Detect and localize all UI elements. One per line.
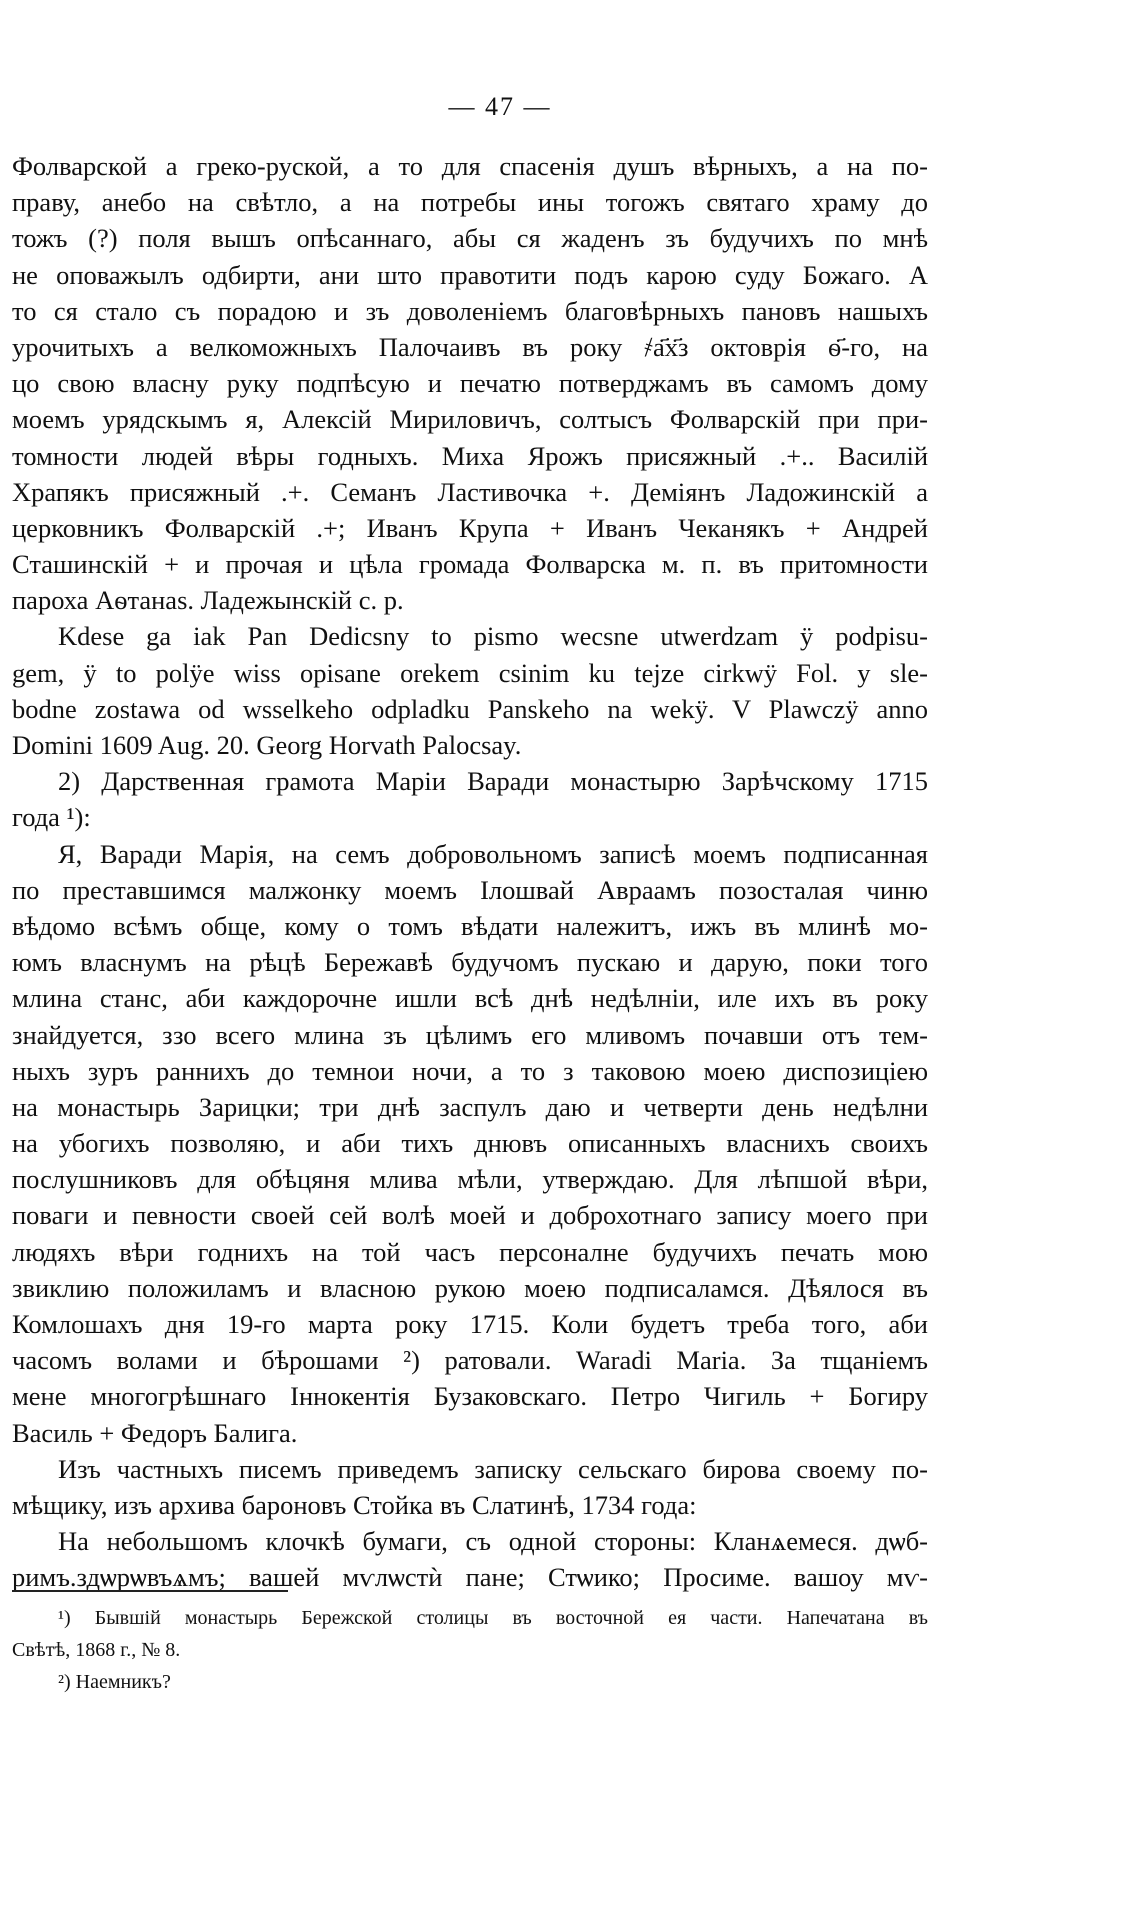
text-line: Изъ частныхъ писемъ приведемъ записку сельскаго бирова своему по- xyxy=(58,1453,928,1484)
text-line: Василь + Федоръ Балига. xyxy=(12,1417,298,1448)
text-line: ныхъ зуръ раннихъ до темнои ночи, а то з таковою моею диспозиціею xyxy=(12,1055,928,1086)
text-line: по преставшимся малжонку моемъ Ілошвай Авраамъ позосталая чиню xyxy=(12,874,928,905)
text-line: поваги и певности своей сей волѣ моей и доброхотнаго запису моего при xyxy=(12,1200,928,1231)
paragraph-charter-end xyxy=(12,148,928,618)
text-line: Сташинскій + и прочая и цѣла громада Фолварска м. п. въ притомности xyxy=(12,549,928,580)
text-line: 2) Дарственная грамота Маріи Варади монастырю Зарѣчскому 1715 xyxy=(58,766,928,797)
footnote-1: ¹) Бывшій монастырь Бережской столицы въ восточной ея части. Напечатана въ xyxy=(58,1607,928,1629)
text-line: Я, Варади Марія, на семъ добровольномъ записѣ моемъ подписанная xyxy=(58,838,928,869)
paragraph-varadi-charter xyxy=(12,836,928,1451)
text-line: томности людей вѣры годныхъ. Миха Ярожъ присяжный .+.. Василій xyxy=(12,440,928,471)
paragraph-section-heading xyxy=(12,763,928,835)
text-line: gem, ÿ to polÿe wiss opisane orekem csinim ku tejze cirkwÿ Fol. y sle- xyxy=(12,657,928,688)
text-line: римъ.здѡрѡвъѧмъ; вашей мѵлѡстѝ пане; Стѡико; Просиме. вашоу мѵ- xyxy=(12,1562,928,1593)
text-line: праву, анебо на свѣтло, а на потребы ины тогожъ святаго храму до xyxy=(12,187,928,218)
text-line: Kdese ga iak Pan Dedicsny to pismo wecsne utwerdzam ÿ podpisu- xyxy=(58,621,928,652)
text-line: не оповажылъ одбирти, ани што правотити подъ карою суду Божаго. А xyxy=(12,259,928,290)
paragraph-letter-intro xyxy=(12,1451,928,1523)
text-line: мѣщику, изъ архива бароновъ Стойка въ Слатинѣ, 1734 года: xyxy=(12,1489,697,1520)
text-line: года ¹): xyxy=(12,802,91,833)
paragraph-latin-confirmation xyxy=(12,618,928,763)
text-line: Храпякъ присяжный .+. Семанъ Ластивочка +. Деміянъ Ладожинскій а xyxy=(12,476,928,507)
text-line: часомъ волами и бѣрошами ²) ратовали. Waradi Maria. За тщаніемъ xyxy=(12,1345,928,1376)
text-line: мене многогрѣшнаго Іннокентія Бузаковскаго. Петро Чигиль + Богиру xyxy=(12,1381,928,1412)
footnote-1-continued: Свѣтѣ, 1868 г., № 8. xyxy=(12,1639,181,1661)
text-line: млина станс, аби каждорочне ишли всѣ днѣ недѣлніи, иле ихъ въ року xyxy=(12,983,928,1014)
text-line: на монастырь Зарицки; три днѣ заспулъ даю и четверти день недѣлни xyxy=(12,1091,928,1122)
text-line: тожъ (?) поля вышъ опѣсаннаго, абы ся жаденъ зъ будучихъ по мнѣ xyxy=(12,223,928,254)
footnote-rule xyxy=(12,1590,288,1592)
footnotes xyxy=(12,1602,928,1698)
text-line: bodne zostawa od wsselkeho odpladku Panskeho na wekÿ. V Plawczÿ anno xyxy=(12,693,928,724)
text-line: урочитыхъ а велкоможныхъ Палочаивъ въ року ҂а҃х҃з октоврія ѳ҃-го, на xyxy=(12,331,928,362)
text-line: на убогихъ позволяю, и аби тихъ днювъ описанныхъ власнихъ своихъ xyxy=(12,1128,928,1159)
text-line: послушниковъ для обѣцяня млива мѣли, утверждаю. Для лѣпшой вѣри, xyxy=(12,1164,928,1195)
text-line: знайдуется, ззо всего млина зъ цѣлимъ его мливомъ почавши отъ тем- xyxy=(12,1019,928,1050)
text-line: Фолварской а греко-руской, а то для спасенія душъ вѣрныхъ, а на по- xyxy=(12,151,928,181)
text-line: Комлошахъ дня 19-го марта року 1715. Коли будетъ треба того, аби xyxy=(12,1309,928,1339)
text-line: звиклию положиламъ и власною рукою моею подписаламся. Дѣялося въ xyxy=(12,1272,928,1303)
page-number: — 47 — xyxy=(448,92,552,121)
text-line: Domini 1609 Aug. 20. Georg Horvath Palocsay. xyxy=(12,730,522,760)
text-line: людяхъ вѣри годнихъ на той часъ персоналне будучихъ печать мою xyxy=(12,1236,928,1267)
text-line: юмъ власнумъ на рѣцѣ Бережавѣ будучомъ пускаю и дарую, поки того xyxy=(12,947,928,978)
text-line: церковникъ Фолварскій .+; Иванъ Крупа + Иванъ Чеканякъ + Андрей xyxy=(12,512,928,543)
body-text xyxy=(12,148,928,1596)
paragraph-letter-text xyxy=(12,1523,928,1595)
text-line: пароха Аѳтанаѕ. Ладежынскій с. р. xyxy=(12,585,404,616)
text-line: На небольшомъ клочкѣ бумаги, съ одной стороны: Кланѧемеся. дѡб- xyxy=(58,1526,928,1557)
footnote-2: ²) Наемникъ? xyxy=(58,1671,171,1693)
text-line: то ся стало съ порадою и зъ доволеніемъ благовѣрныхъ пановъ нашыхъ xyxy=(12,295,928,326)
text-line: вѣдомо всѣмъ обще, кому о томъ вѣдати належитъ, ижъ въ млинѣ мо- xyxy=(12,910,928,941)
text-line: моемъ урядскымъ я, Алексій Мириловичъ, солтысъ Фолварскій при при- xyxy=(12,404,928,435)
text-line: цо свою власну руку подпѣсую и печатю потверджамъ въ самомъ дому xyxy=(12,368,928,399)
